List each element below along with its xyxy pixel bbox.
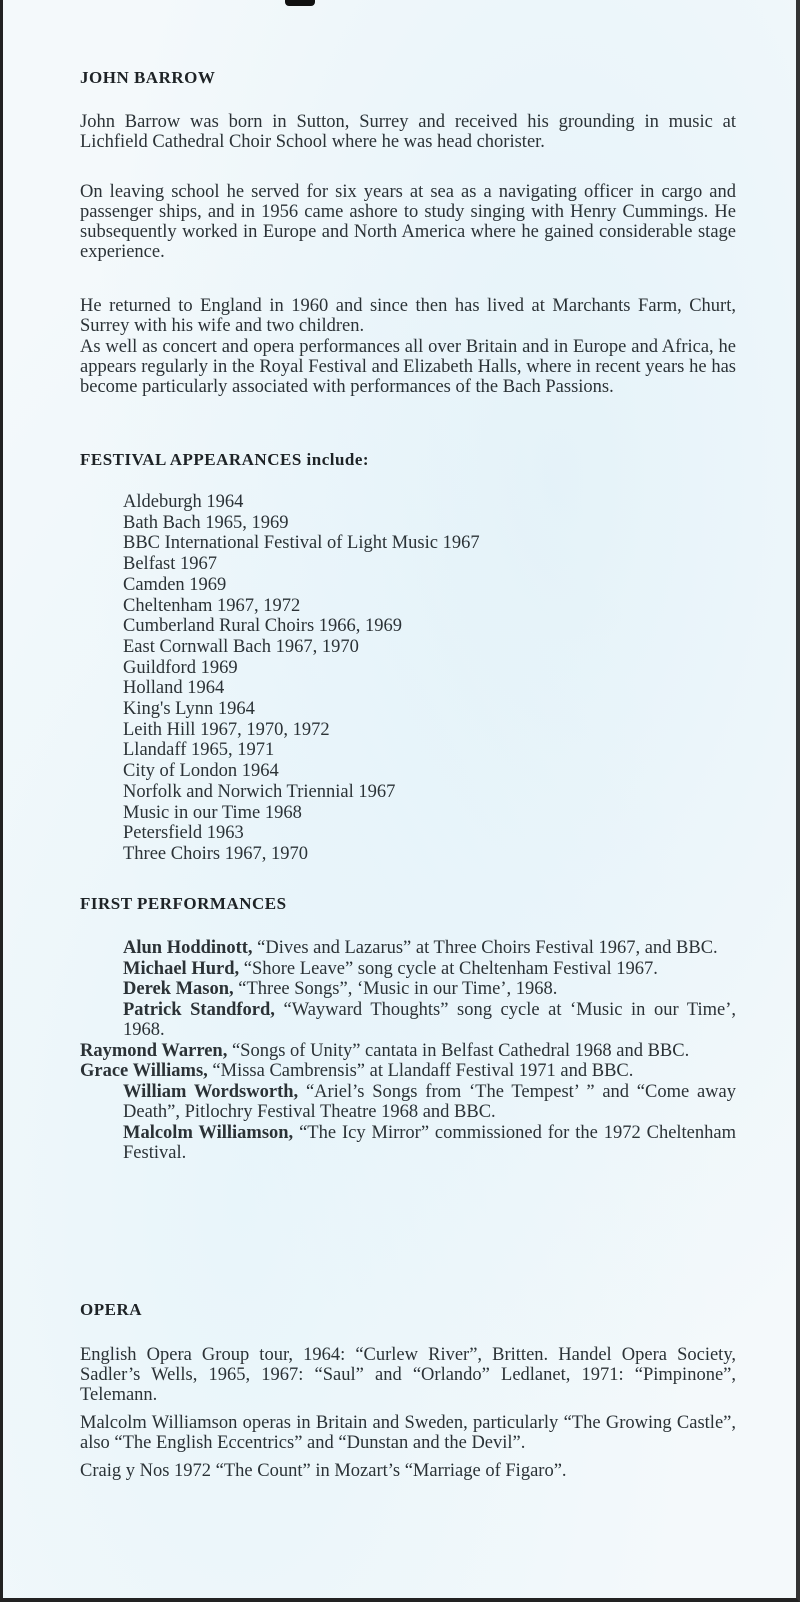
- composer-name: Derek Mason,: [123, 979, 234, 999]
- performance-detail: “Ariel’s Songs from ‘The Tempest’ ” and “Come away Death”, Pitlochry Festival Theatre 1968 and BBC.: [123, 1081, 737, 1122]
- performance-detail: “Songs of Unity” cantata in Belfast Cathedral 1968 and BBC.: [231, 1040, 690, 1061]
- performance-detail: “Three Songs”, ‘Music in our Time’, 1968.: [238, 979, 558, 999]
- festival-item: BBC International Festival of Light Music 1967: [123, 533, 480, 554]
- opera-paragraph-2: Malcolm Williamson operas in Britain and Sweden, particularly “The Growing Castle”, also “The English Eccentrics” and “Dunstan and the Devil”.: [80, 1413, 736, 1453]
- performance-detail: “Dives and Lazarus” at Three Choirs Festival 1967, and BBC.: [257, 938, 718, 958]
- biography-heading: JOHN BARROW: [80, 68, 216, 87]
- performance-entry: [80, 1082, 736, 1123]
- festival-item: Cumberland Rural Choirs 1966, 1969: [123, 616, 403, 637]
- festival-item: Aldeburgh 1964: [123, 492, 244, 512]
- festival-item: Camden 1969: [123, 574, 227, 595]
- bio-paragraph-4: As well as concert and opera performances all over Britain and in Europe and Africa, he appears regularly in the Royal Festival and Elizabeth Halls, where in recent years he has become particularly associated with performances of the Bach Passions.: [80, 337, 736, 397]
- opera-paragraph-1: English Opera Group tour, 1964: “Curlew River”, Britten. Handel Opera Society, Sadler’s Wells, 1965, 1967: “Saul” and “Orlando” Ledlanet, 1971: “Pimpinone”, Telemann.: [80, 1345, 736, 1405]
- festival-item: Petersfield 1963: [123, 823, 244, 844]
- festival-item: East Cornwall Bach 1967, 1970: [123, 636, 359, 657]
- festival-item: City of London 1964: [123, 761, 279, 782]
- composer-name: Raymond Warren,: [80, 1040, 228, 1061]
- performance-entry: [80, 1041, 736, 1062]
- bio-paragraph-2: On leaving school he served for six years at sea as a navigating officer in cargo and passenger ships, and in 1956 came ashore to study singing with Henry Cummings. He subsequently worked in Europe and North America where he gained considerable stage experience.: [80, 182, 736, 262]
- performance-entry: [80, 938, 736, 959]
- performance-entry: [80, 959, 736, 980]
- composer-name: William Wordsworth,: [123, 1081, 299, 1102]
- festival-item: Leith Hill 1967, 1970, 1972: [123, 719, 330, 740]
- performance-detail: “Wayward Thoughts” song cycle at ‘Music in our Time’, 1968.: [123, 999, 737, 1040]
- performance-entry: [80, 1061, 736, 1082]
- composer-name: Grace Williams,: [80, 1061, 208, 1081]
- festival-item: Bath Bach 1965, 1969: [123, 512, 289, 533]
- composer-name: Patrick Standford,: [123, 999, 275, 1020]
- bio-paragraph-3: He returned to England in 1960 and since then has lived at Marchants Farm, Churt, Surrey with his wife and two children.: [80, 296, 736, 336]
- festival-list: [123, 492, 480, 865]
- first-performances-heading: FIRST PERFORMANCES: [80, 894, 287, 913]
- festival-item: Guildford 1969: [123, 657, 238, 678]
- bio-paragraph-1: John Barrow was born in Sutton, Surrey and received his grounding in music at Lichfield Cathedral Choir School where he was head chorister.: [80, 112, 736, 152]
- festival-item: King's Lynn 1964: [123, 699, 255, 720]
- festival-item: Belfast 1967: [123, 554, 218, 575]
- composer-name: Malcolm Williamson,: [123, 1122, 294, 1143]
- opera-paragraph-3: Craig y Nos 1972 “The Count” in Mozart’s “Marriage of Figaro”.: [80, 1461, 567, 1481]
- performance-entry: [80, 1000, 736, 1041]
- composer-name: Alun Hoddinott,: [123, 938, 253, 958]
- festival-heading: FESTIVAL APPEARANCES include:: [80, 450, 370, 469]
- festival-item: Norfolk and Norwich Triennial 1967: [123, 781, 396, 802]
- festival-item: Music in our Time 1968: [123, 802, 302, 823]
- performance-detail: “Shore Leave” song cycle at Cheltenham Festival 1967.: [243, 958, 658, 979]
- festival-item: Llandaff 1965, 1971: [123, 740, 275, 761]
- binding-tab: [285, 0, 315, 6]
- festival-item: Cheltenham 1967, 1972: [123, 595, 301, 616]
- performance-entry: [80, 979, 736, 1000]
- festival-item: Holland 1964: [123, 678, 225, 699]
- performance-entry: [80, 1123, 736, 1164]
- festival-item: Three Choirs 1967, 1970: [123, 843, 308, 864]
- composer-name: Michael Hurd,: [123, 958, 240, 979]
- first-performances-list: [80, 938, 736, 1164]
- performance-detail: “The Icy Mirror” commissioned for the 1972 Cheltenham Festival.: [123, 1122, 736, 1163]
- opera-heading: OPERA: [80, 1300, 142, 1319]
- performance-detail: “Missa Cambrensis” at Llandaff Festival 1971 and BBC.: [212, 1061, 634, 1081]
- opera-section: [80, 1345, 736, 1489]
